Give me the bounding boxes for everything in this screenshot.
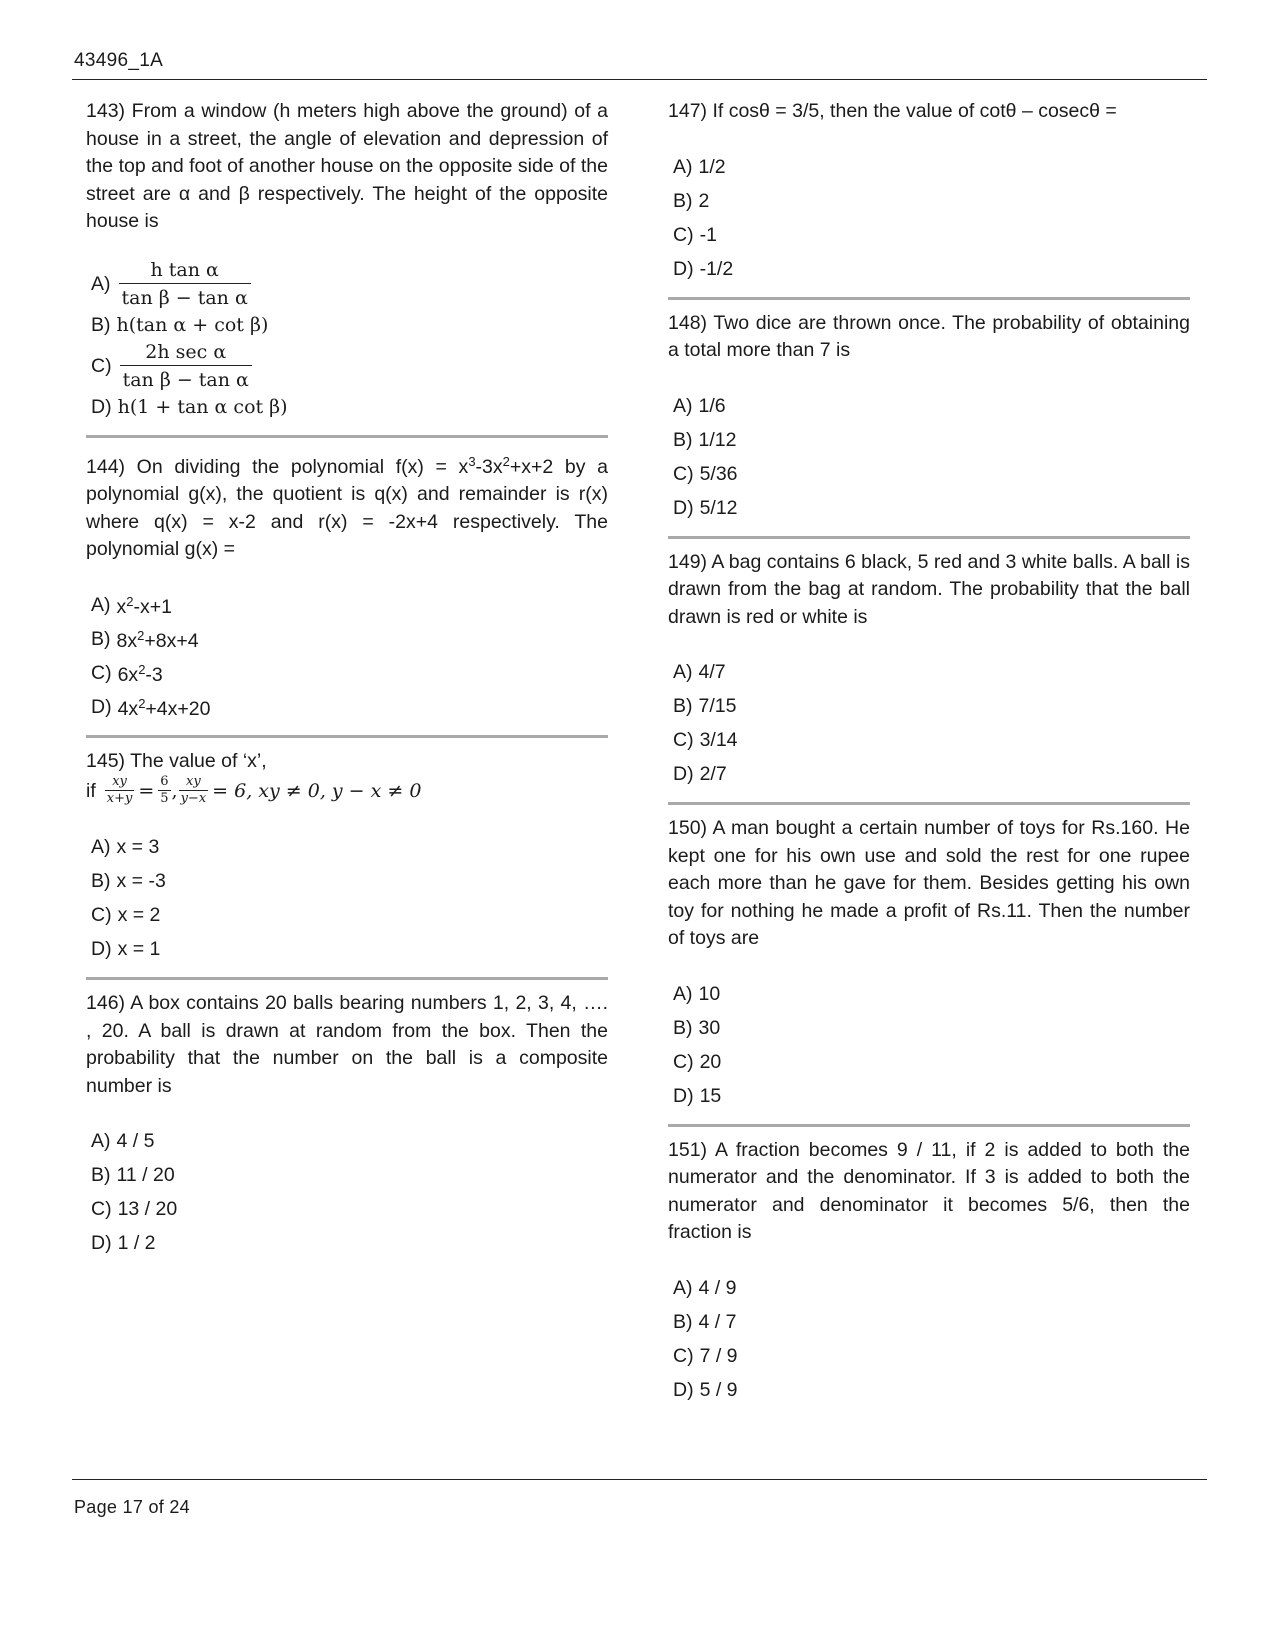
question-divider xyxy=(86,977,608,980)
option-a xyxy=(673,655,1190,689)
option-value: 1 / 2 xyxy=(117,1232,156,1254)
fraction-numerator: xy xyxy=(112,774,127,789)
option-value: 13 / 20 xyxy=(117,1198,178,1220)
option-value: 3/14 xyxy=(699,729,738,751)
question-divider xyxy=(668,802,1190,805)
footer-divider xyxy=(72,1479,1207,1480)
option-d xyxy=(673,252,1190,286)
superscript: 2 xyxy=(137,628,145,643)
option-value: 4/7 xyxy=(698,661,726,683)
option-value: x = -3 xyxy=(116,870,166,892)
option-label: A) xyxy=(673,394,693,417)
option-label: D) xyxy=(91,395,112,418)
option-label: C) xyxy=(673,223,694,246)
header-divider xyxy=(72,79,1207,80)
option-label: A) xyxy=(673,661,693,683)
superscript: 2 xyxy=(138,696,146,711)
question-text: 143) From a window (h meters high above the ground) of a house in a street, the angle of elevation and depression of the top and foot of another house on the opposite side of the street are α and β respectively. The height of the opposite house is xyxy=(86,100,608,232)
option-a xyxy=(673,389,1190,423)
option-value: 1/12 xyxy=(698,428,737,451)
option-b xyxy=(673,1011,1190,1045)
fraction-denominator: tan β − tan α xyxy=(120,365,252,391)
option-c xyxy=(91,656,608,690)
option-label: B) xyxy=(673,1016,693,1039)
option-label: A) xyxy=(673,155,693,178)
fraction xyxy=(119,259,251,309)
option-b xyxy=(673,184,1190,218)
option-value: 1/2 xyxy=(698,155,726,178)
option-d xyxy=(91,932,608,966)
option-c xyxy=(673,1339,1190,1373)
equation-line xyxy=(86,775,608,806)
option-a xyxy=(673,150,1190,184)
text-fragment: 6x xyxy=(117,664,139,686)
option-label: C) xyxy=(673,1050,694,1073)
option-b xyxy=(91,622,608,656)
text-fragment: +8x+4 xyxy=(144,630,199,652)
question-147 xyxy=(668,98,1190,286)
text-fragment: , xyxy=(171,779,178,802)
option-label: D) xyxy=(673,763,694,785)
option-a xyxy=(673,1271,1190,1305)
option-value: x = 3 xyxy=(116,836,160,858)
question-146 xyxy=(86,990,608,1260)
option-label: D) xyxy=(673,1084,694,1107)
option-b xyxy=(673,423,1190,457)
superscript: 2 xyxy=(502,453,510,469)
option-value: 15 xyxy=(699,1084,722,1107)
option-label: C) xyxy=(673,462,694,485)
options-list xyxy=(86,1124,608,1260)
option-value: 4 / 9 xyxy=(698,1276,737,1299)
option-value: 7 / 9 xyxy=(699,1344,738,1367)
option-label: D) xyxy=(91,695,112,718)
option-a xyxy=(91,260,608,308)
option-c xyxy=(673,723,1190,757)
option-value: 10 xyxy=(698,982,721,1005)
question-150 xyxy=(668,815,1190,1113)
question-144 xyxy=(86,448,608,724)
option-b xyxy=(91,1158,608,1192)
document-code: 43496_1A xyxy=(74,50,164,71)
left-column xyxy=(86,98,608,1260)
option-value: 4 / 7 xyxy=(698,1310,737,1333)
option-label: B) xyxy=(673,1310,693,1333)
text-fragment: -3x xyxy=(475,455,503,478)
option-value: x = 2 xyxy=(117,904,161,926)
question-text: 149) A bag contains 6 black, 5 red and 3 white balls. A ball is drawn from the bag at random. The probability that the ball drawn is red or white is xyxy=(668,550,1190,628)
fraction-denominator: tan β − tan α xyxy=(119,283,251,309)
options-list xyxy=(668,655,1190,791)
option-expression: h(tan α + cot β) xyxy=(116,313,269,336)
option-value: 1/6 xyxy=(698,394,726,417)
options-list xyxy=(86,588,608,724)
option-label: C) xyxy=(91,354,112,377)
option-b xyxy=(673,1305,1190,1339)
fraction xyxy=(158,775,170,806)
options-list xyxy=(86,260,608,424)
option-value: 2/7 xyxy=(699,763,727,785)
fraction-numerator: xy xyxy=(186,774,201,789)
option-c xyxy=(91,898,608,932)
question-text: 150) A man bought a certain number of toys for Rs.160. He kept one for his own use and sold the rest for one rupee each more than he gave for them. Besides getting his own toy for nothing he made a profit of Rs.11. Then the number of toys are xyxy=(668,817,1190,949)
fraction xyxy=(179,775,209,806)
question-divider xyxy=(668,536,1190,539)
question-text: 151) A fraction becomes 9 / 11, if 2 is added to both the numerator and the denominator. If 3 is added to both the numerator and denominator it becomes 5/6, then the fraction is xyxy=(668,1138,1190,1243)
option-value xyxy=(118,658,163,687)
option-value: 4 / 5 xyxy=(116,1130,155,1152)
option-value xyxy=(117,624,199,653)
option-value xyxy=(118,692,211,721)
option-label: D) xyxy=(673,257,694,280)
option-label: A) xyxy=(91,1130,111,1152)
option-value: 5 / 9 xyxy=(699,1378,738,1401)
option-label: B) xyxy=(91,1164,111,1186)
superscript: 2 xyxy=(138,662,146,677)
superscript: 3 xyxy=(468,453,476,469)
text-fragment: 4x xyxy=(117,698,139,720)
option-label: B) xyxy=(91,870,111,892)
option-a xyxy=(91,588,608,622)
text-fragment: = xyxy=(138,779,155,802)
text-fragment: 144) On dividing the polynomial f(x) = x xyxy=(86,455,469,478)
option-label: A) xyxy=(673,1276,693,1299)
text-fragment: 8x xyxy=(116,630,138,652)
options-list xyxy=(668,977,1190,1113)
options-list xyxy=(86,830,608,966)
option-label: A) xyxy=(91,272,111,295)
option-label: D) xyxy=(673,1378,694,1401)
fraction xyxy=(120,341,252,391)
page-number: Page 17 of 24 xyxy=(74,1497,190,1517)
option-value: x = 1 xyxy=(117,938,161,960)
option-a xyxy=(673,977,1190,1011)
text-fragment: +4x+20 xyxy=(145,698,211,720)
right-column xyxy=(668,98,1190,1407)
option-c xyxy=(673,1045,1190,1079)
question-divider xyxy=(86,735,608,738)
option-label: B) xyxy=(673,189,693,212)
option-label: C) xyxy=(91,1198,112,1220)
option-value: 5/36 xyxy=(699,462,738,485)
question-143 xyxy=(86,98,608,424)
question-divider xyxy=(668,1124,1190,1127)
option-label: C) xyxy=(673,729,694,751)
option-d xyxy=(91,1226,608,1260)
question-145 xyxy=(86,748,608,967)
option-d xyxy=(91,690,608,724)
option-d xyxy=(673,757,1190,791)
option-value: 11 / 20 xyxy=(116,1164,175,1186)
option-d xyxy=(91,390,608,424)
option-value: -1 xyxy=(699,223,717,246)
fraction-numerator: h tan α xyxy=(150,258,219,281)
fraction-numerator: 2h sec α xyxy=(145,340,227,363)
option-label: C) xyxy=(91,661,112,684)
option-label: B) xyxy=(91,313,111,336)
question-151 xyxy=(668,1137,1190,1407)
option-label: A) xyxy=(91,836,111,858)
option-value: 5/12 xyxy=(699,496,738,519)
options-list xyxy=(668,150,1190,286)
text-fragment: -x+1 xyxy=(133,596,172,618)
option-value: 2 xyxy=(698,189,710,212)
option-c xyxy=(91,1192,608,1226)
option-label: B) xyxy=(673,695,693,717)
option-a xyxy=(91,830,608,864)
text-fragment: -3 xyxy=(145,664,163,686)
fraction-denominator: y−x xyxy=(180,791,207,806)
option-b xyxy=(673,689,1190,723)
fraction-denominator: x+y xyxy=(106,791,133,806)
option-label: D) xyxy=(91,1232,112,1254)
option-c xyxy=(673,457,1190,491)
question-text: 148) Two dice are thrown once. The probability of obtaining a total more than 7 is xyxy=(668,311,1190,361)
option-d xyxy=(673,491,1190,525)
option-expression: h(1 + tan α cot β) xyxy=(117,395,288,418)
options-list xyxy=(668,1271,1190,1407)
fraction-denominator: 5 xyxy=(160,791,169,806)
option-c xyxy=(91,342,608,390)
option-value xyxy=(117,590,172,619)
option-b xyxy=(91,308,608,342)
option-d xyxy=(673,1079,1190,1113)
option-c xyxy=(673,218,1190,252)
option-label: D) xyxy=(673,496,694,519)
question-text xyxy=(86,448,608,564)
option-value: 7/15 xyxy=(698,695,737,717)
option-d xyxy=(673,1373,1190,1407)
fraction-numerator: 6 xyxy=(160,774,169,789)
option-label: A) xyxy=(673,982,693,1005)
question-text: 146) A box contains 20 balls bearing numbers 1, 2, 3, 4, …. , 20. A ball is drawn at random from the box. Then the probability that the number on the ball is a composite number is xyxy=(86,992,608,1097)
option-value: 30 xyxy=(698,1016,721,1039)
option-value: 20 xyxy=(699,1050,722,1073)
option-value: -1/2 xyxy=(699,257,734,280)
fraction xyxy=(105,775,135,806)
question-148 xyxy=(668,310,1190,525)
text-fragment: if xyxy=(86,779,96,802)
question-text: 147) If cosθ = 3/5, then the value of cotθ – cosecθ = xyxy=(668,100,1117,122)
options-list xyxy=(668,389,1190,525)
question-text: 145) The value of ‘x’, xyxy=(86,749,267,772)
option-label: B) xyxy=(673,428,693,451)
text-fragment: +x+2 by a polynomial g(x), the quotient is q(x) and remainder is r(x) where q(x) = x-2 and r(x) = -2x+4 respectively. The polynomial g(x) = xyxy=(86,455,608,560)
option-a xyxy=(91,1124,608,1158)
question-149 xyxy=(668,549,1190,792)
text-fragment: x xyxy=(116,596,127,618)
superscript: 2 xyxy=(126,594,134,609)
option-label: A) xyxy=(91,593,111,616)
option-label: C) xyxy=(91,904,112,926)
option-label: B) xyxy=(91,627,111,650)
text-fragment: = 6, xy ≠ 0, y − x ≠ 0 xyxy=(212,779,422,802)
option-b xyxy=(91,864,608,898)
question-divider xyxy=(668,297,1190,300)
option-label: C) xyxy=(673,1344,694,1367)
question-divider xyxy=(86,435,608,438)
option-label: D) xyxy=(91,938,112,960)
